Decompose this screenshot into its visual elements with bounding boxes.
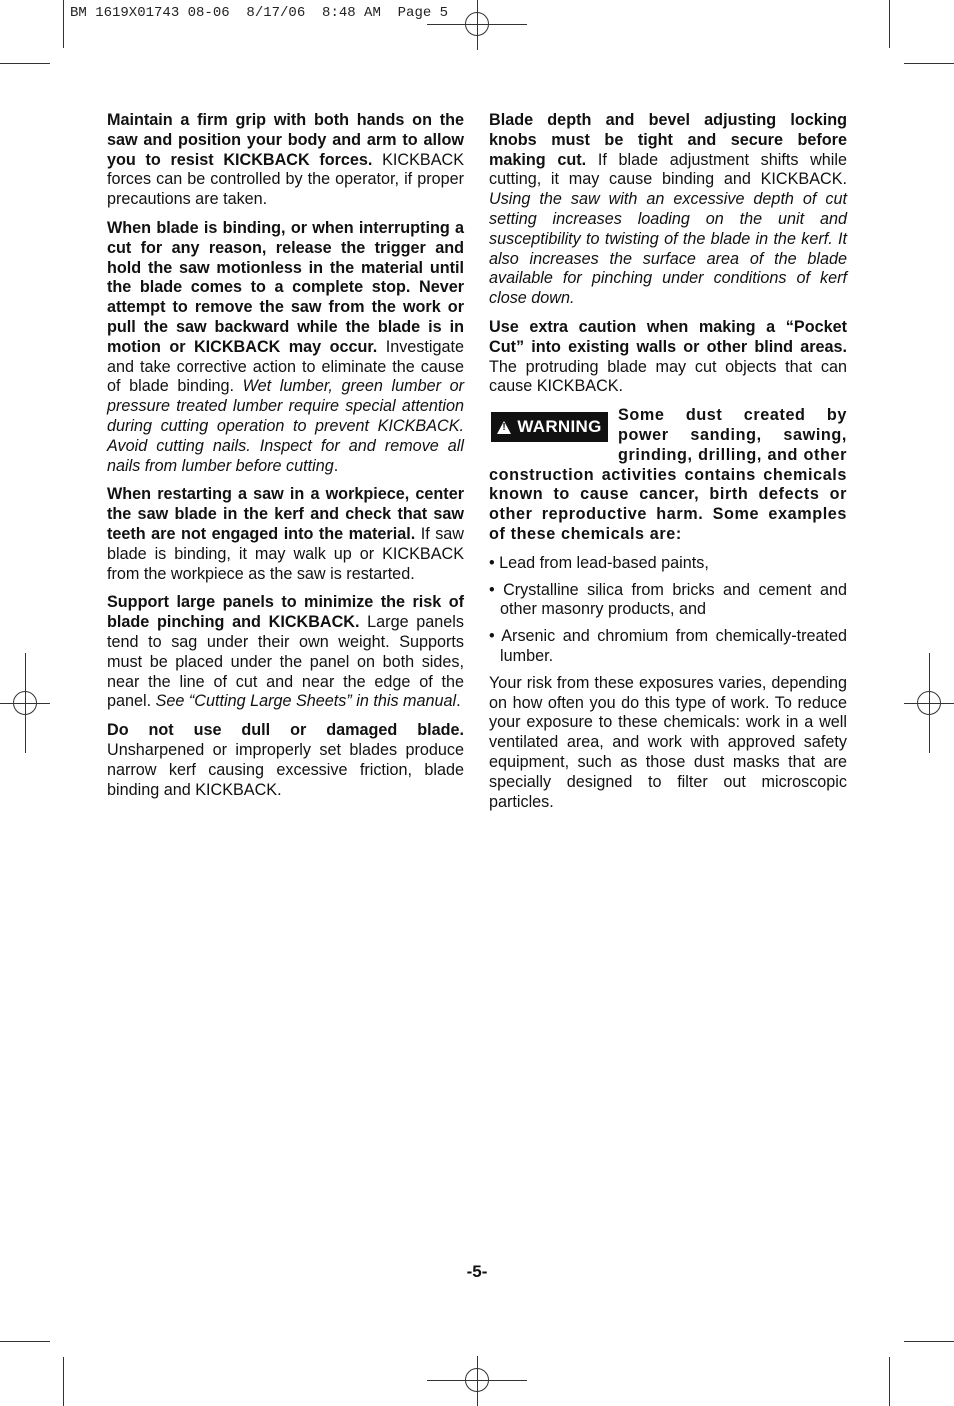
list-item: • Lead from lead-based paints, <box>489 553 709 572</box>
warning-block <box>489 406 847 545</box>
paragraph-large-panels <box>107 593 464 712</box>
paragraph-body: Investigate and take corrective action to eliminate the cause of blade binding. <box>107 337 464 396</box>
paragraph-firm-grip <box>107 111 464 210</box>
warning-text: Some dust created by power sanding, sawing, grinding, drilling, and other construction activities contains chemicals known to cause cancer, birth defects or other reproductive harm. Some examples of these chemicals are: <box>489 406 847 543</box>
right-column <box>489 111 847 821</box>
paragraph-exposure-risk: Your risk from these exposures varies, depending on how often you do this type of work. To reduce your exposure to these chemicals: work in a well ventilated area, and work with approved safety equipment, such as those dust masks that are specially designed to filter out microscopic particles. <box>489 673 847 811</box>
list-item: • Crystalline silica from bricks and cement and other masonry products, and <box>489 580 847 619</box>
paragraph-heading: When restarting a saw in a workpiece, center the saw blade in the kerf and check that saw teeth are not engaged into the material. <box>107 485 464 543</box>
paragraph-heading: Support large panels to minimize the risk of blade pinching and KICKBACK. <box>107 593 464 632</box>
paragraph-heading: When blade is binding, or when interrupting a cut for any reason, release the trigger and hold the saw motionless in the material until the blade comes to a complete stop. Never attempt to remove the saw from the work or pull the saw backward while the blade is in motion or KICKBACK may occur. <box>107 218 464 356</box>
paragraph-blade-binding <box>107 219 464 476</box>
paragraph-pocket-cut <box>489 318 847 397</box>
paragraph-tail: . <box>456 692 461 711</box>
left-column <box>107 111 464 809</box>
paragraph-body: The protruding blade may cut objects that can cause KICKBACK. <box>489 357 847 396</box>
page-number: -5- <box>466 1262 488 1281</box>
paragraph-note: Wet lumber, green lumber or pressure treated lumber require special attention during cutting operation to prevent KICKBACK. Avoid cutting nails. Inspect for and remove all nails from lumber before cutting <box>107 377 464 475</box>
paragraph-body: If blade adjustment shifts while cutting, it may cause binding and KICKBACK. <box>489 150 847 189</box>
paragraph-heading: Blade depth and bevel adjusting locking knobs must be tight and secure before making cut. <box>489 111 847 169</box>
paragraph-body: KICKBACK forces can be controlled by the operator, if proper precautions are taken. <box>107 150 464 209</box>
paragraph-dull-blade <box>107 721 464 800</box>
warning-triangle-icon <box>497 421 511 434</box>
paragraph-heading: Do not use dull or damaged blade. <box>107 721 464 740</box>
paragraph-note: See “Cutting Large Sheets” in this manual <box>151 692 457 711</box>
paragraph-heading: Use extra caution when making a “Pocket Cut” into existing walls or other blind areas. <box>489 317 847 356</box>
paragraph-body: If saw blade is binding, it may walk up or KICKBACK from the workpiece as the saw is restarted. <box>107 524 464 583</box>
warning-label: WARNING <box>517 417 602 437</box>
warning-badge <box>491 412 608 442</box>
paragraph-body: Large panels tend to sag under their own weight. Supports must be placed under the panel on both sides, near the line of cut and near the edge of the panel. <box>107 613 464 711</box>
paragraph-heading: Maintain a firm grip with both hands on the saw and position your body and arm to allow you to resist KICKBACK forces. <box>107 111 464 169</box>
print-slug: BM 1619X01743 08-06 8/17/06 8:48 AM Page 5 <box>70 5 449 21</box>
paragraph-note: Using the saw with an excessive depth of cut setting increases loading on the unit and susceptibility to twisting of the blade in the kerf. It also increases the surface area of the blade available for pinching under conditions of kerf close down. <box>489 190 847 308</box>
paragraph-restarting <box>107 485 464 584</box>
list-item: • Arsenic and chromium from chemically-treated lumber. <box>489 627 847 665</box>
paragraph-body: Unsharpened or improperly set blades produce narrow kerf causing excessive friction, blade binding and KICKBACK. <box>107 740 464 799</box>
paragraph-tail: . <box>333 456 339 475</box>
paragraph-locking-knobs <box>489 111 847 309</box>
